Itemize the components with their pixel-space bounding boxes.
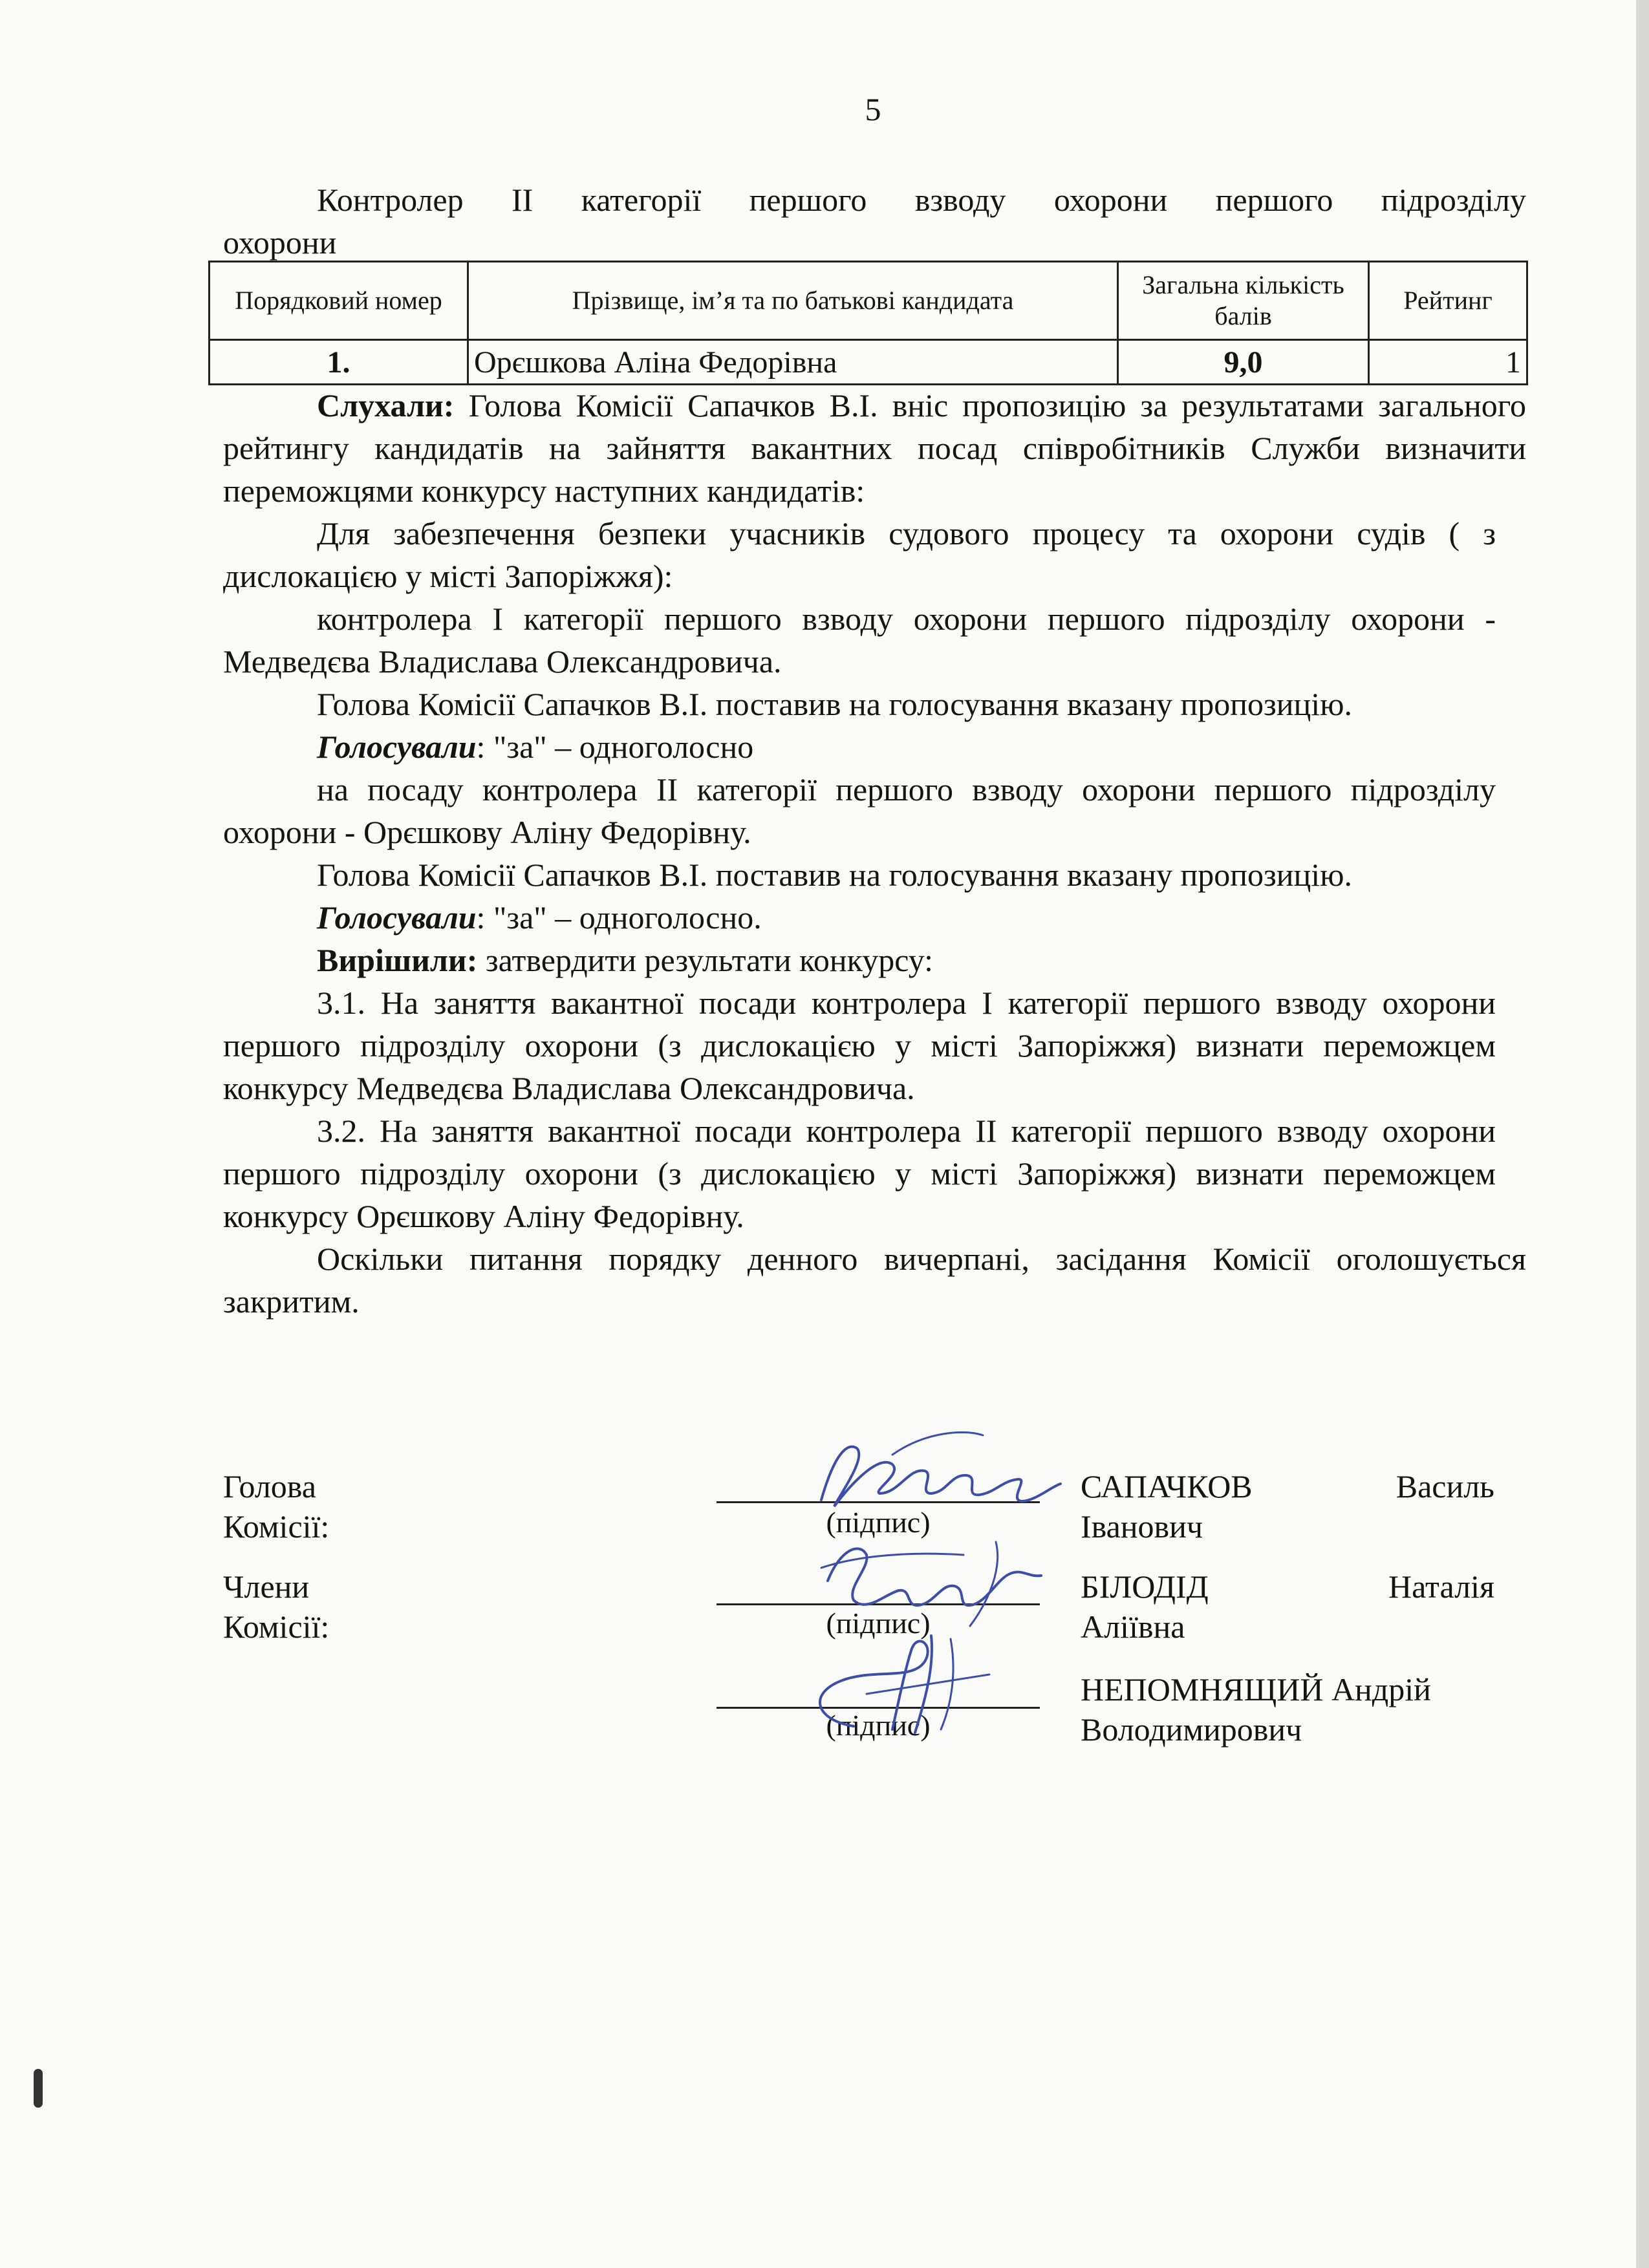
member-1-signature-line: [717, 1603, 1040, 1605]
member-2-signature-label: (підпис): [826, 1709, 931, 1742]
paragraph-vote-proposal-2: Голова Комісії Сапачков В.І. поставив на голосування вказану пропозицію.: [317, 857, 1353, 893]
paragraph-candidate-2: на посаду контролера ІІ категорії першого взводу охорони першого підрозділу охорони - Орєшкову Аліну Федорівну.: [223, 771, 1496, 850]
member-1-signature-label: (підпис): [826, 1607, 931, 1640]
cell-total-score: 9,0: [1118, 340, 1369, 385]
paragraph-vote-result-2: [223, 896, 1526, 939]
table-row: [210, 340, 1527, 385]
members-role-line-1: Члени: [223, 1568, 310, 1605]
scan-edge-shadow: [1636, 0, 1649, 2268]
minutes-body: [223, 384, 1526, 1323]
header-order-number: Порядковий номер: [210, 262, 468, 340]
paragraph-vote-result-1: [223, 725, 1526, 768]
chair-name-line-2: Іванович: [1081, 1508, 1203, 1545]
paragraph-security: Для забезпечення безпеки учасників судового процесу та охорони судів ( з дислокацією у місті Запоріжжя):: [223, 515, 1496, 594]
member-1-name: [1081, 1567, 1494, 1647]
chair-role-line-2: Комісії:: [223, 1508, 330, 1545]
paragraph-decided: [223, 939, 1526, 981]
text-voted-1: : "за" – одноголосно: [476, 729, 754, 765]
text-heard: Голова Комісії Сапачков В.І. вніс пропозицію за результатами загального рейтингу кандидатів на зайняття вакантних посад співробітників Служби визначити переможцями конкурсу наступних кандидатів:: [223, 387, 1526, 509]
paragraph-candidate-1: контролера І категорії першого взводу охорони першого підрозділу охорони - Медведєва Владислава Олександровича.: [223, 601, 1496, 679]
label-voted-2: Голосували: [317, 899, 477, 936]
cell-rating: 1: [1369, 340, 1527, 385]
member-2-name: [1081, 1669, 1494, 1749]
cell-order-number: 1.: [210, 340, 468, 385]
chair-name: [1081, 1466, 1494, 1546]
paragraph-item-3-1: 3.1. На заняття вакантної посади контролера І категорії першого взводу охорони першого підрозділу охорони (з дислокацією у місті Запоріжжя) визнати переможцем конкурсу Медведєва Владислава Олександровича.: [223, 985, 1496, 1106]
member-2-name-line-1: НЕПОМНЯЩИЙ Андрій: [1081, 1671, 1431, 1707]
chair-name-line-1: САПАЧКОВ Василь: [1081, 1468, 1494, 1504]
label-heard: Слухали:: [317, 387, 455, 423]
member-1-name-line-1: БІЛОДІД Наталія: [1081, 1568, 1494, 1605]
chair-signature-label: (підпис): [826, 1506, 931, 1539]
label-voted-1: Голосували: [317, 729, 477, 765]
members-role-line-2: Комісії:: [223, 1609, 330, 1645]
chair-signature-line: [717, 1501, 1040, 1503]
table-header-row: [210, 262, 1527, 340]
paragraph-item-3-2: 3.2. На заняття вакантної посади контролера ІІ категорії першого взводу охорони першого підрозділу охорони (з дислокацією у місті Запоріжжя) визнати переможцем конкурсу Орєшкову Аліну Федорівну.: [223, 1113, 1496, 1234]
member-2-name-line-2: Володимирович: [1081, 1711, 1302, 1748]
member-1-name-line-2: Аліївна: [1081, 1609, 1185, 1645]
heading-line-1: Контролер ІІ категорії першого взводу охорони першого підрозділу: [317, 182, 1526, 218]
scan-punch-mark: [34, 2069, 43, 2108]
header-total-score: Загальна кількість балів: [1118, 262, 1369, 340]
page-number: 5: [865, 91, 881, 127]
label-decided: Вирішили:: [317, 942, 478, 978]
header-full-name: Прізвище, ім’я та по батькові кандидата: [468, 262, 1118, 340]
paragraph-closing: Оскільки питання порядку денного вичерпані, засідання Комісії оголошується закритим.: [223, 1241, 1526, 1320]
paragraph-heard: [223, 384, 1526, 512]
chair-role-line-1: Голова: [223, 1468, 316, 1504]
heading-line-2: охорони: [223, 224, 337, 261]
cell-full-name: Орєшкова Аліна Федорівна: [468, 340, 1118, 385]
results-table: [208, 261, 1528, 385]
members-role: [223, 1567, 417, 1647]
text-voted-2: : "за" – одноголосно.: [476, 899, 762, 936]
paragraph-vote-proposal-1: Голова Комісії Сапачков В.І. поставив на голосування вказану пропозицію.: [317, 686, 1353, 722]
position-heading: [223, 178, 1526, 264]
text-decided: затвердити результати конкурсу:: [477, 942, 934, 978]
header-rating: Рейтинг: [1369, 262, 1527, 340]
chair-role: [223, 1466, 417, 1546]
